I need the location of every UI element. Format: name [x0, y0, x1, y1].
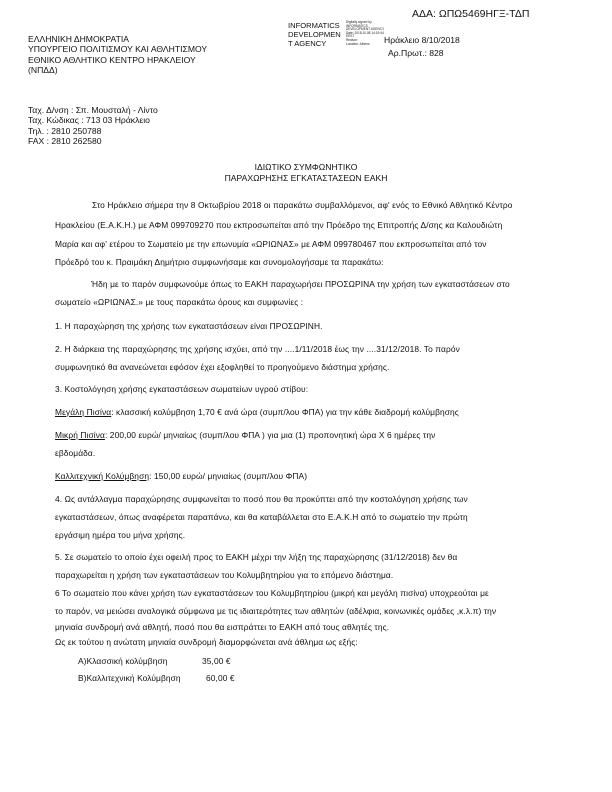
text-line: παραχωρείται η χρήση των εγκαταστάσεων του Κολυμβητηρίου για το επόμενο διάστημα. [55, 570, 394, 580]
title-line: ΠΑΡΑΧΩΡΗΣΗΣ ΕΓΚΑΤΑΣΤΑΣΕΩΝ ΕΑΚΗ [224, 173, 388, 183]
text-line: το παρόν, να μειώσει αναλογικά σύμφωνα με τις ιδιαιτερότητες των αθλητών (αδέλφια, κοινωνικές ομάδες ,κ.λ.π) την [55, 606, 497, 616]
protocol-number: Αρ.Πρωτ.: 828 [388, 48, 444, 58]
contact-block [28, 105, 158, 147]
text-line: συμφωνητικό θα ανανεώνεται εφόσον έχει εξοφληθεί το προηγούμενο διάστημα χρήσης. [55, 362, 390, 372]
text-line: Ως εκ τούτου η ανώτατη μηνιαία συνδρομή διαμορφώνεται ανά άθλημα ως εξής: [55, 637, 358, 647]
synchro-row [55, 471, 307, 481]
agency-label [288, 21, 341, 48]
text-line: μηνιαία συνδρομή ανά αθλητή, ποσό που θα εισπράττει το ΕΑΚΗ από τους αθλητές της. [55, 622, 390, 632]
contact-fax: FAX : 2810 262580 [28, 136, 102, 147]
text-line: 2. Η διάρκεια της παραχώρησης της χρήσης ισχύει, από την ....1/11/2018 έως την ....31/12/2018. Το παρόν [55, 344, 460, 354]
contact-postcode: Ταχ. Κώδικας : 713 03 Ηράκλειο [28, 115, 150, 126]
small-pool-text: : 200,00 ευρώ/ μηνιαίως (συμπ/λου ΦΠΑ ) για μια (1) προπονητική ώρα Χ 6 ημέρες την [104, 430, 436, 440]
contact-phone: Τηλ. : 2810 250788 [28, 125, 102, 136]
text-line: Ήδη με το παρόν συμφωνούμε όπως το ΕΑΚΗ παραχωρήσει ΠΡΟΣΩΡΙΝΑ την χρήση των εγκαταστάσεων στο [91, 279, 510, 289]
text-line: 5. Σε σωματείο το οποίο έχει οφειλή προς το ΕΑΚΗ μέχρι την λήξη της παραχώρησης (31/12/2018) δεν θα [55, 552, 458, 562]
text-line: 4. Ως αντάλλαγμα παραχώρησης συμφωνείται το ποσό που θα προκύπτει από την κοστολόγηση χρήσης των [55, 494, 468, 504]
fee-item [78, 656, 231, 666]
stamp-line: Digitally signed by [346, 20, 372, 24]
issuer-line: ΕΛΛΗΝΙΚΗ ΔΗΜΟΚΡΑΤΙΑ [28, 34, 129, 44]
stamp-line: EEST [346, 34, 355, 39]
contact-address: Ταχ. Δ/νση : Σπ. Μουσταλή - Λίντο [28, 105, 158, 115]
term-1: 1. Η παραχώρηση της χρήσης των εγκαταστάσεων είναι ΠΡΟΣΩΡΙΝΗ. [55, 321, 323, 331]
text-line: Πρόεδρό του κ. Πραιμάκη Δημήτριο συμφωνήσαμε και συνομολογήσαμε τα παρακάτω: [55, 257, 384, 267]
text-line: Μαρία και αφ' ετέρου το Σωματείο με την επωνυμία «ΩΡΙΩΝΑΣ» με ΑΦΜ 099780467 που εκπροσωπείται από τον [55, 239, 487, 249]
fee-item [78, 673, 235, 683]
agency-label-line: T AGENCY [288, 39, 327, 48]
issuer-line: (ΝΠΔΔ) [28, 65, 58, 76]
small-pool-label: Μικρή Πισίνα [55, 430, 105, 440]
text-line: εργάσιμη ημέρα του μήνα χρήσης. [55, 530, 186, 540]
fee-label: Β)Καλλιτεχνική Κολύμβηση [78, 673, 181, 683]
place-date: Ηράκλειο 8/10/2018 [384, 35, 460, 45]
small-pool-row-cont: εβδομάδα. [55, 448, 96, 458]
issuer-line: ΕΘΝΙΚΟ ΑΘΛΗΤΙΚΟ ΚΕΝΤΡΟ ΗΡΑΚΛΕΙΟΥ [28, 54, 196, 65]
fee-amount: 35,00 € [202, 656, 231, 666]
text-line: εγκαταστάσεων, όπως αναφέρεται παραπάνω, και θα καταβάλλεται στο Ε.Α.Κ.Η από το σωματείο την πρώτη [55, 512, 468, 522]
text-line: Στο Ηράκλειο σήμερα την 8 Οκτωβρίου 2018 οι παρακάτω συμβαλλόμενοι, αφ' ενός το Εθνικό Αθλητικό Κέντρο [92, 200, 513, 210]
text-line: Ηρακλείου (Ε.Α.Κ.Η.) με ΑΦΜ 099709270 που εκπροσωπείται από την Πρόεδρο της Επιτροπής Δ/σης κα Καλουδιώτη [55, 220, 503, 230]
small-pool-row [55, 430, 435, 440]
stamp-line: INFORMATICS [346, 23, 368, 28]
agency-label-line: INFORMATICS [288, 21, 340, 30]
document-title [0, 162, 612, 184]
synchro-text: : 150,00 ευρώ/ μηνιαίως (συμπ/λου ΦΠΑ) [149, 471, 308, 481]
stamp-line: Location: Athens [346, 41, 370, 46]
fee-label: Α)Κλασσική κολύμβηση [78, 656, 168, 666]
stamp-line: Reason: [346, 37, 358, 42]
term-3: 3. Κοστολόγηση χρήσης εγκαταστάσεων σωματείων υγρού στίβου: [55, 384, 309, 394]
stamp-line: DEVELOPMENT AGENCY [346, 27, 385, 32]
stamp-line: Date: 2018.10.08 14:19:44 [346, 30, 384, 35]
big-pool-row [55, 407, 459, 417]
text-line: σωματείο «ΩΡΙΩΝΑΣ.» με τους παρακάτω όρους και συμφωνίες : [55, 297, 304, 307]
ada-code: ΑΔΑ: ΩΠΩ5469ΗΓΞ-ΤΔΠ [412, 8, 530, 20]
issuer-block [28, 34, 207, 76]
agency-label-line: DEVELOPMEN [288, 30, 341, 39]
synchro-label: Καλλιτεχνική Κολύμβηση [55, 471, 150, 481]
issuer-line: ΥΠΟΥΡΓΕΙΟ ΠΟΛΙΤΙΣΜΟΥ ΚΑΙ ΑΘΛΗΤΙΣΜΟΥ [28, 44, 208, 55]
big-pool-label: Μεγάλη Πισίνα [55, 407, 112, 417]
title-line: ΙΔΙΩΤΙΚΟ ΣΥΜΦΩΝΗΤΙΚΟ [254, 162, 358, 172]
big-pool-text: : κλασσική κολύμβηση 1,70 € ανά ώρα (συμπ/λου ΦΠΑ) για την κάθε διαδρομή κολύμβησης [111, 407, 459, 417]
digital-signature-stamp [346, 21, 384, 46]
text-line: 6 Το σωματείο που κάνει χρήση των εγκαταστάσεων του Κολυμβητηρίου (μικρή και μεγάλη πισίνα) υποχρεούται με [55, 588, 489, 598]
fee-amount: 60,00 € [206, 673, 235, 683]
